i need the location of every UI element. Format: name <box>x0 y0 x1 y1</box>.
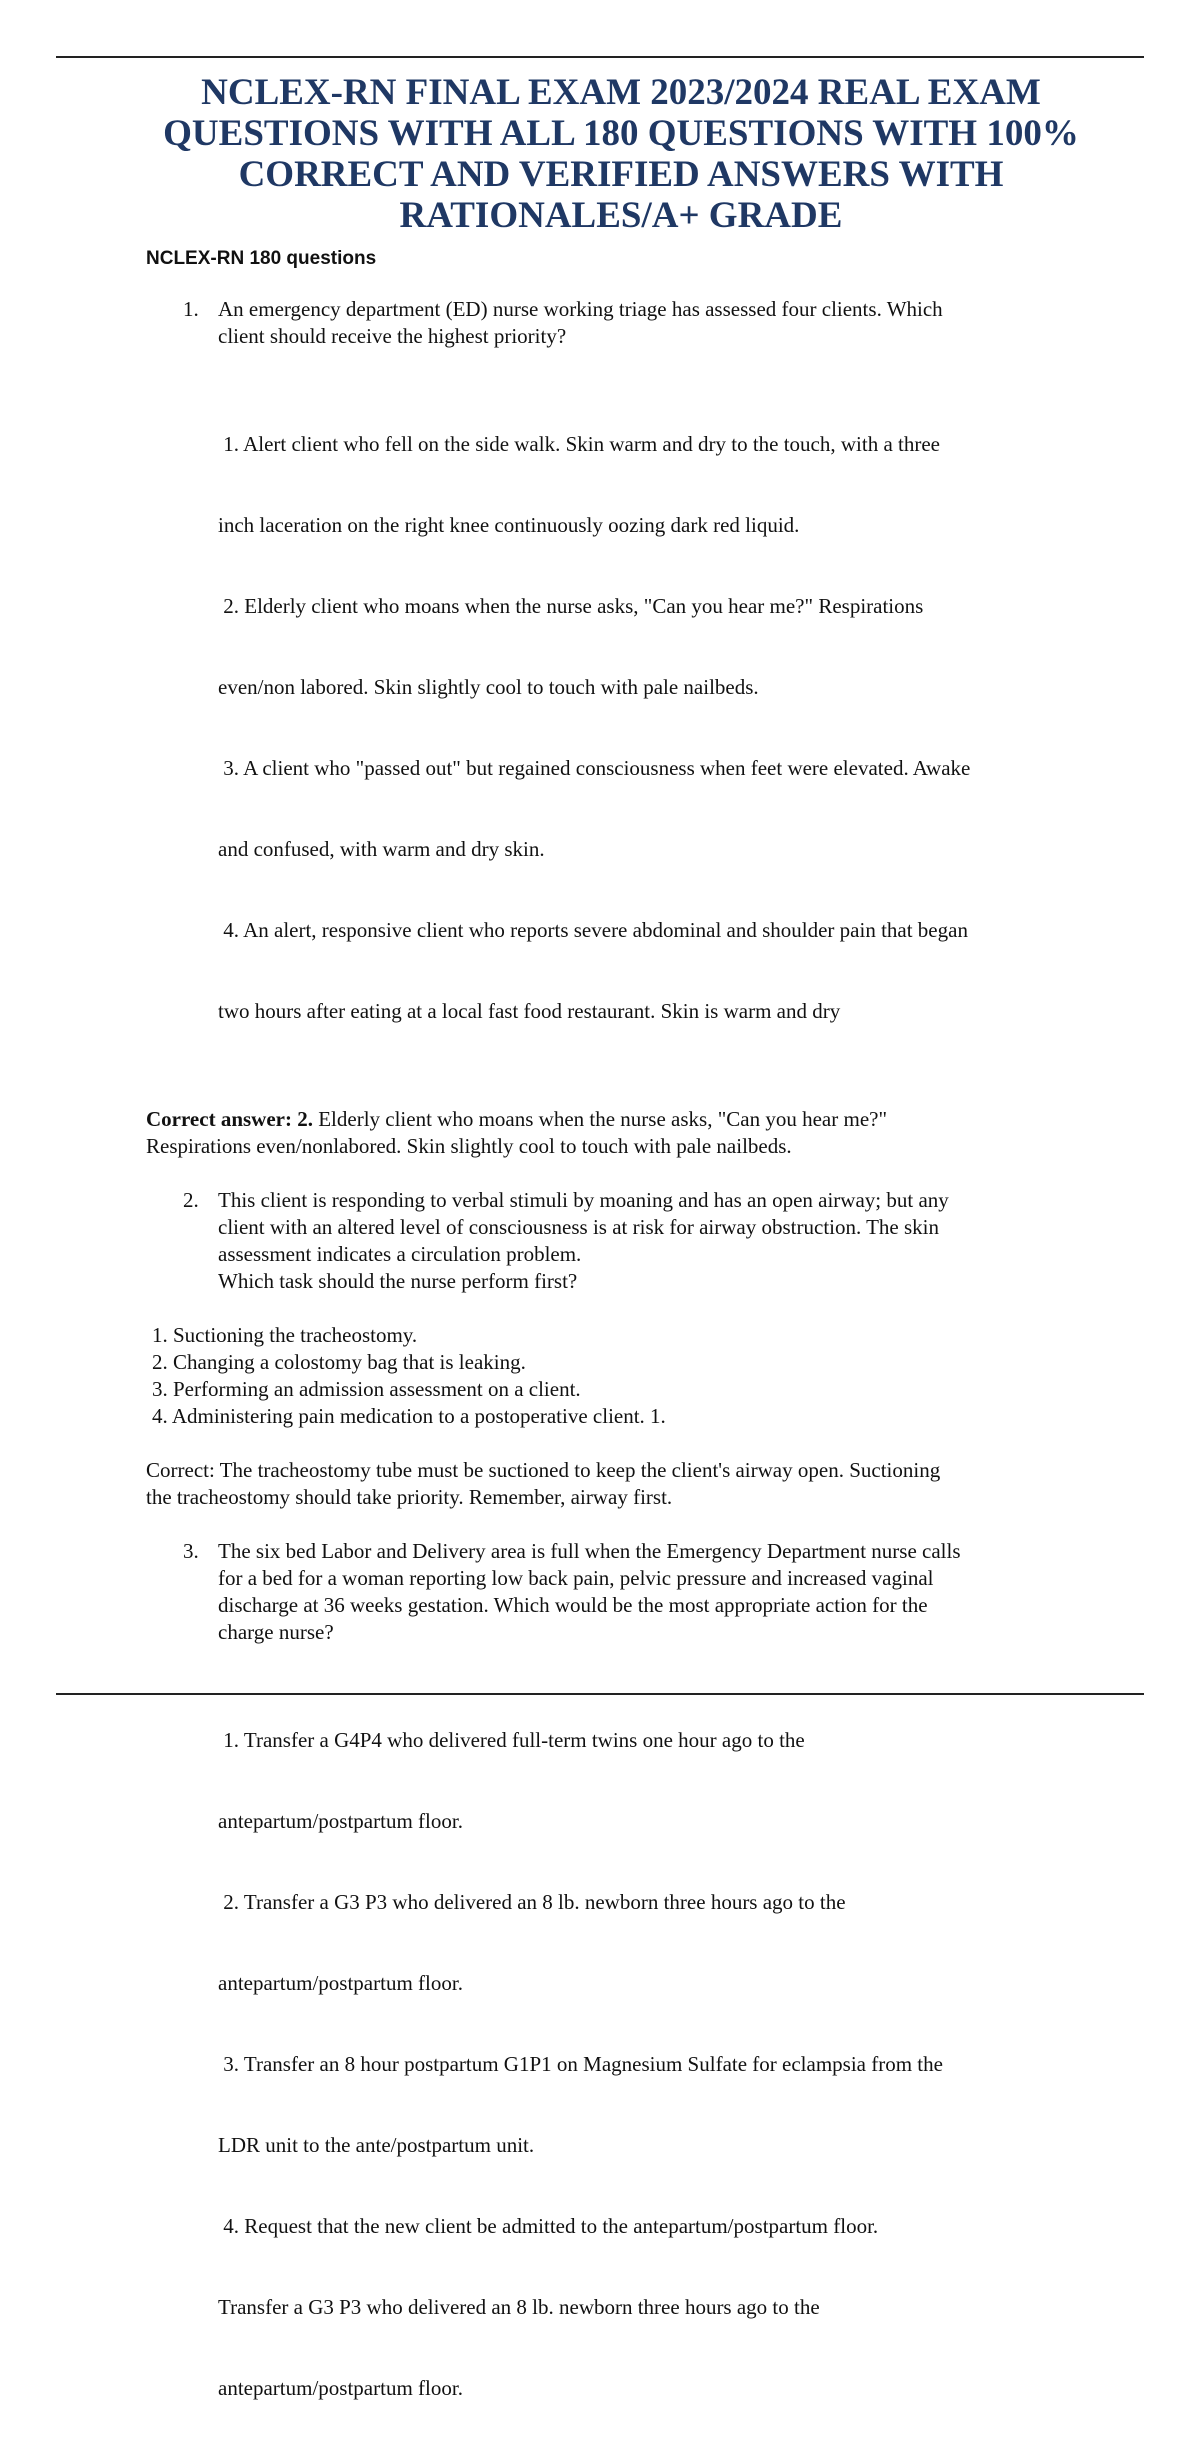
question-1-answer <box>146 1106 1096 1160</box>
option-line: 3. A client who "passed out" but regained consciousness when feet were elevated. Awake <box>218 756 971 780</box>
option-line: 2. Elderly client who moans when the nurse asks, "Can you hear me?" Respirations <box>218 594 924 618</box>
question-number: 3. <box>183 1539 199 1563</box>
question-3-options <box>146 1673 1096 2456</box>
answer-line: the tracheostomy should take priority. Remember, airway first. <box>146 1485 673 1509</box>
option-line: antepartum/postpartum floor. <box>218 2376 463 2400</box>
option-line: LDR unit to the ante/postpartum unit. <box>218 2133 535 2157</box>
option-line: 1. Alert client who fell on the side walk. Skin warm and dry to the touch, with a three <box>218 432 940 456</box>
option-line: and confused, with warm and dry skin. <box>218 837 545 861</box>
stem-line: An emergency department (ED) nurse working triage has assessed four clients. Which <box>218 297 943 321</box>
option-line: even/non labored. Skin slightly cool to touch with pale nailbeds. <box>218 675 759 699</box>
answer-label: Correct answer: 2. <box>146 1107 313 1131</box>
option-line: 4. Administering pain medication to a postoperative client. 1. <box>152 1404 666 1428</box>
option-line: 1. Suctioning the tracheostomy. <box>152 1323 418 1347</box>
stem-line: client should receive the highest priority? <box>218 324 567 348</box>
option-line: 2. Changing a colostomy bag that is leaking. <box>152 1350 526 1374</box>
question-2-answer <box>146 1457 1096 1511</box>
stem-line: This client is responding to verbal stimuli by moaning and has an open airway; but any <box>218 1188 949 1212</box>
document-page <box>146 72 1096 2456</box>
stem-line: charge nurse? <box>218 1620 334 1644</box>
option-line: antepartum/postpartum floor. <box>218 1971 463 1995</box>
title-line: NCLEX-RN FINAL EXAM 2023/2024 REAL EXAM <box>201 72 1041 113</box>
answer-line: Respirations even/nonlabored. Skin slightly cool to touch with pale nailbeds. <box>146 1134 792 1158</box>
bottom-rule <box>56 1693 1144 1695</box>
question-1-stem <box>146 296 1096 350</box>
option-line: inch laceration on the right knee continuously oozing dark red liquid. <box>218 513 800 537</box>
question-number: 2. <box>183 1188 199 1212</box>
top-rule <box>56 56 1144 58</box>
stem-line: client with an altered level of consciousness is at risk for airway obstruction. The skin <box>218 1215 940 1239</box>
title-line: RATIONALES/A+ GRADE <box>399 195 843 236</box>
option-line: 3. Performing an admission assessment on a client. <box>152 1377 581 1401</box>
question-number: 1. <box>183 297 199 321</box>
answer-line: Correct: The tracheostomy tube must be suctioned to keep the client's airway open. Suctioning <box>146 1458 941 1482</box>
stem-line: assessment indicates a circulation problem. <box>218 1242 582 1266</box>
question-2-stem <box>146 1187 1096 1295</box>
question-1-options <box>146 377 1096 1079</box>
answer-line <box>146 1106 1096 1133</box>
option-line: antepartum/postpartum floor. <box>218 1809 463 1833</box>
option-line: 3. Transfer an 8 hour postpartum G1P1 on Magnesium Sulfate for eclampsia from the <box>218 2052 943 2076</box>
stem-line: for a bed for a woman reporting low back pain, pelvic pressure and increased vaginal <box>218 1566 934 1590</box>
title-line: CORRECT AND VERIFIED ANSWERS WITH <box>238 154 1004 195</box>
option-line: Transfer a G3 P3 who delivered an 8 lb. newborn three hours ago to the <box>218 2295 820 2319</box>
question-2-options <box>146 1322 1096 1430</box>
option-line: 2. Transfer a G3 P3 who delivered an 8 lb. newborn three hours ago to the <box>218 1890 846 1914</box>
option-line: two hours after eating at a local fast food restaurant. Skin is warm and dry <box>218 999 841 1023</box>
stem-line: Which task should the nurse perform first? <box>218 1269 578 1293</box>
document-title <box>146 72 1096 236</box>
stem-line: The six bed Labor and Delivery area is full when the Emergency Department nurse calls <box>218 1539 961 1563</box>
question-3-stem <box>146 1538 1096 1646</box>
option-line: 1. Transfer a G4P4 who delivered full-term twins one hour ago to the <box>218 1728 805 1752</box>
option-line: 4. An alert, responsive client who reports severe abdominal and shoulder pain that began <box>218 918 968 942</box>
title-line: QUESTIONS WITH ALL 180 QUESTIONS WITH 100% <box>163 113 1079 154</box>
section-subtitle: NCLEX-RN 180 questions <box>146 248 377 269</box>
option-line: 4. Request that the new client be admitted to the antepartum/postpartum floor. <box>218 2214 879 2238</box>
answer-text: Elderly client who moans when the nurse asks, "Can you hear me?" <box>312 1107 888 1131</box>
stem-line: discharge at 36 weeks gestation. Which would be the most appropriate action for the <box>218 1593 928 1617</box>
